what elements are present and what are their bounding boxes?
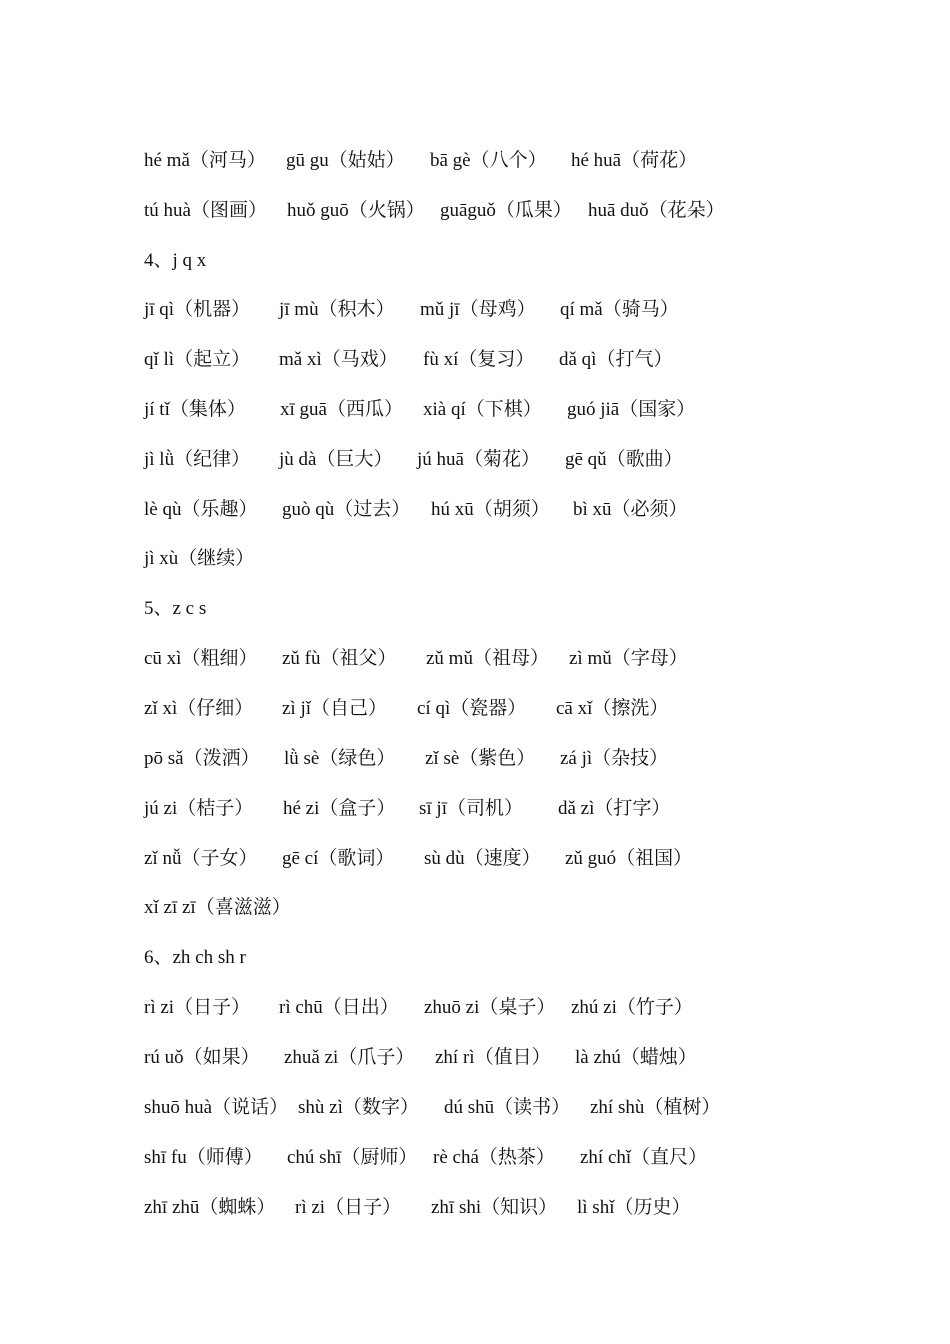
word-entry: zhí rì（值日）: [435, 1047, 551, 1068]
word-entry: tú huà（图画）: [144, 200, 267, 221]
word-entry: qí mǎ（骑马）: [560, 299, 679, 320]
word-entry: jī mù（积木）: [279, 299, 395, 320]
word-entry: gū gu（姑姑）: [286, 150, 405, 171]
word-entry: sī jī（司机）: [419, 798, 523, 819]
word-entry: huā duǒ（花朵）: [588, 200, 725, 221]
section-heading: 4、j q x: [144, 250, 207, 271]
word-entry: mǔ jī（母鸡）: [420, 299, 536, 320]
word-entry: zǔ fù（祖父）: [282, 648, 397, 669]
word-entry: shù zì（数字）: [298, 1097, 419, 1118]
word-entry: pō sǎ（泼洒）: [144, 748, 260, 769]
word-entry: rì chū（日出）: [279, 997, 399, 1018]
word-entry: jù dà（巨大）: [279, 449, 393, 470]
word-entry: fù xí（复习）: [423, 349, 535, 370]
word-entry: dǎ qì（打气）: [559, 349, 673, 370]
word-entry: zì jǐ（自己）: [282, 698, 388, 719]
word-entry: gē qǔ（歌曲）: [565, 449, 683, 470]
word-entry: hé mǎ（河马）: [144, 150, 266, 171]
word-entry: là zhú（蜡烛）: [575, 1047, 697, 1068]
word-entry: gē cí（歌词）: [282, 848, 395, 869]
word-entry: rì zi（日子）: [295, 1197, 402, 1218]
word-entry: chú shī（厨师）: [287, 1147, 418, 1168]
word-entry: lè qù（乐趣）: [144, 499, 258, 520]
word-entry: zhī shi（知识）: [431, 1197, 558, 1218]
word-entry: xǐ zī zī（喜滋滋）: [144, 897, 291, 918]
word-entry: zhí shù（植树）: [590, 1097, 721, 1118]
word-entry: lǜ sè（绿色）: [284, 748, 396, 769]
word-entry: shī fu（师傅）: [144, 1147, 263, 1168]
section-heading: 5、z c s: [144, 598, 207, 619]
word-entry: hú xū（胡须）: [431, 499, 550, 520]
word-entry: jì xù（继续）: [144, 548, 255, 569]
word-entry: rì zi（日子）: [144, 997, 251, 1018]
word-entry: zǔ mǔ（祖母）: [426, 648, 549, 669]
word-entry: jì lǜ（纪律）: [144, 449, 251, 470]
word-entry: lì shǐ（历史）: [577, 1197, 691, 1218]
word-entry: rè chá（热茶）: [433, 1147, 555, 1168]
word-entry: zǐ sè（紫色）: [425, 748, 536, 769]
word-entry: jú huā（菊花）: [417, 449, 540, 470]
word-entry: guò qù（过去）: [282, 499, 411, 520]
word-entry: zhú zi（竹子）: [571, 997, 693, 1018]
word-entry: bì xū（必须）: [573, 499, 688, 520]
word-entry: sù dù（速度）: [424, 848, 541, 869]
word-entry: cí qì（瓷器）: [417, 698, 527, 719]
word-entry: zǐ xì（仔细）: [144, 698, 254, 719]
section-heading: 6、zh ch sh r: [144, 947, 246, 968]
word-entry: jī qì（机器）: [144, 299, 251, 320]
word-entry: rú uǒ（如果）: [144, 1047, 260, 1068]
word-entry: zǐ nǚ（子女）: [144, 848, 258, 869]
word-entry: hé huā（荷花）: [571, 150, 698, 171]
word-entry: huǒ guō（火锅）: [287, 200, 425, 221]
word-entry: zǔ guó（祖国）: [565, 848, 693, 869]
word-entry: jú zi（桔子）: [144, 798, 254, 819]
word-entry: dú shū（读书）: [444, 1097, 571, 1118]
word-entry: zhí chǐ（直尺）: [580, 1147, 708, 1168]
word-entry: shuō huà（说话）: [144, 1097, 289, 1118]
word-entry: mǎ xì（马戏）: [279, 349, 398, 370]
word-entry: cā xǐ（擦洗）: [556, 698, 669, 719]
word-entry: guāguǒ（瓜果）: [440, 200, 572, 221]
word-entry: dǎ zì（打字）: [558, 798, 671, 819]
word-entry: xī guā（西瓜）: [280, 399, 403, 420]
word-entry: zhuǎ zi（爪子）: [284, 1047, 415, 1068]
word-entry: xià qí（下棋）: [423, 399, 542, 420]
word-entry: qǐ lì（起立）: [144, 349, 251, 370]
word-entry: hé zi（盒子）: [283, 798, 396, 819]
word-entry: guó jiā（国家）: [567, 399, 696, 420]
word-entry: jí tǐ（集体）: [144, 399, 246, 420]
word-entry: zhī zhū（蜘蛛）: [144, 1197, 276, 1218]
word-entry: zá jì（杂技）: [560, 748, 669, 769]
word-entry: zì mǔ（字母）: [569, 648, 688, 669]
word-entry: cū xì（粗细）: [144, 648, 258, 669]
word-entry: bā gè（八个）: [430, 150, 547, 171]
word-entry: zhuō zi（桌子）: [424, 997, 556, 1018]
